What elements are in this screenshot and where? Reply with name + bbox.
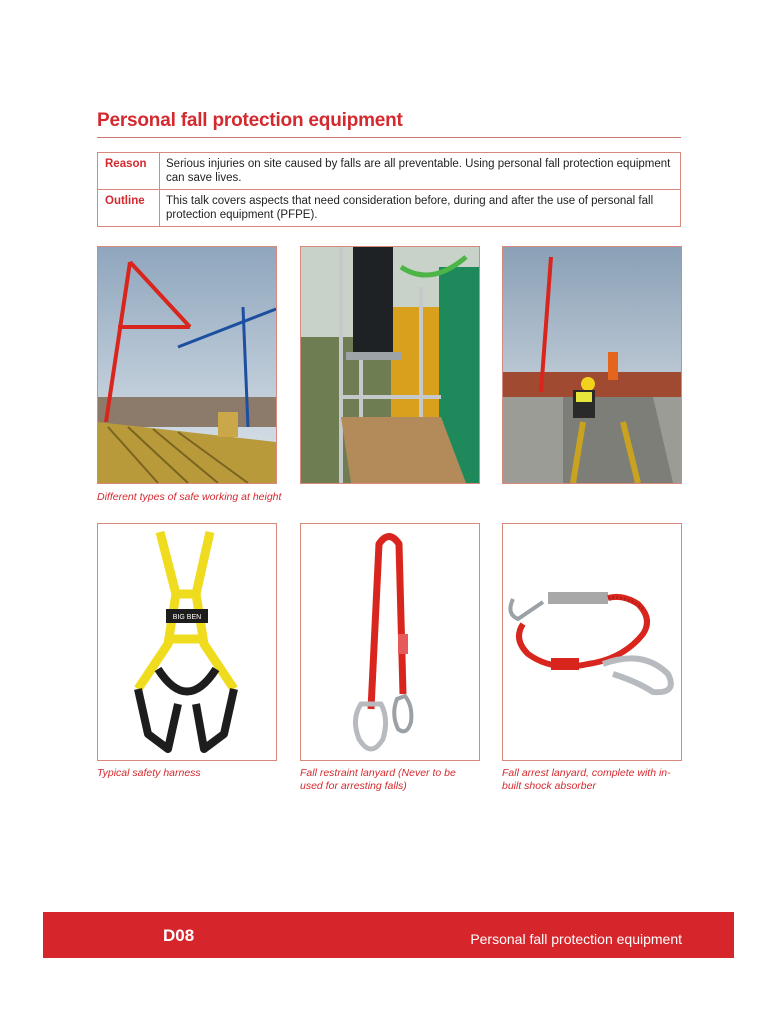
harness-brand-label: BIG BEN [172,614,202,621]
photo-worker-pit [502,246,682,484]
footer-title: Personal fall protection equipment [470,931,682,947]
photo-harness [97,523,277,761]
photo-crane-site [97,246,277,484]
caption-harness: Typical safety harness [97,767,201,779]
table-row [98,190,681,227]
photo-restraint-lanyard [300,523,480,761]
reason-text: Serious injuries on site caused by falls are all preventable. Using personal fall protection equipment can save lives. [160,153,681,190]
footer-code: D08 [163,926,195,945]
caption-row1: Different types of safe working at height [97,491,282,503]
photo-arrest-lanyard [502,523,682,761]
title-divider [97,137,681,138]
page-title: Personal fall protection equipment [97,110,403,131]
reason-label: Reason [98,153,160,190]
caption-restraint-lanyard: Fall restraint lanyard (Never to be used for arresting falls) [300,767,456,792]
info-table [97,152,681,227]
photo-scaffold [300,246,480,484]
footer-bar [43,912,734,958]
outline-label: Outline [98,190,160,227]
outline-text: This talk covers aspects that need consideration before, during and after the use of personal fall protection equipment (PFPE). [160,190,681,227]
table-row [98,153,681,190]
caption-arrest-lanyard: Fall arrest lanyard, complete with in-built shock absorber [502,767,671,792]
